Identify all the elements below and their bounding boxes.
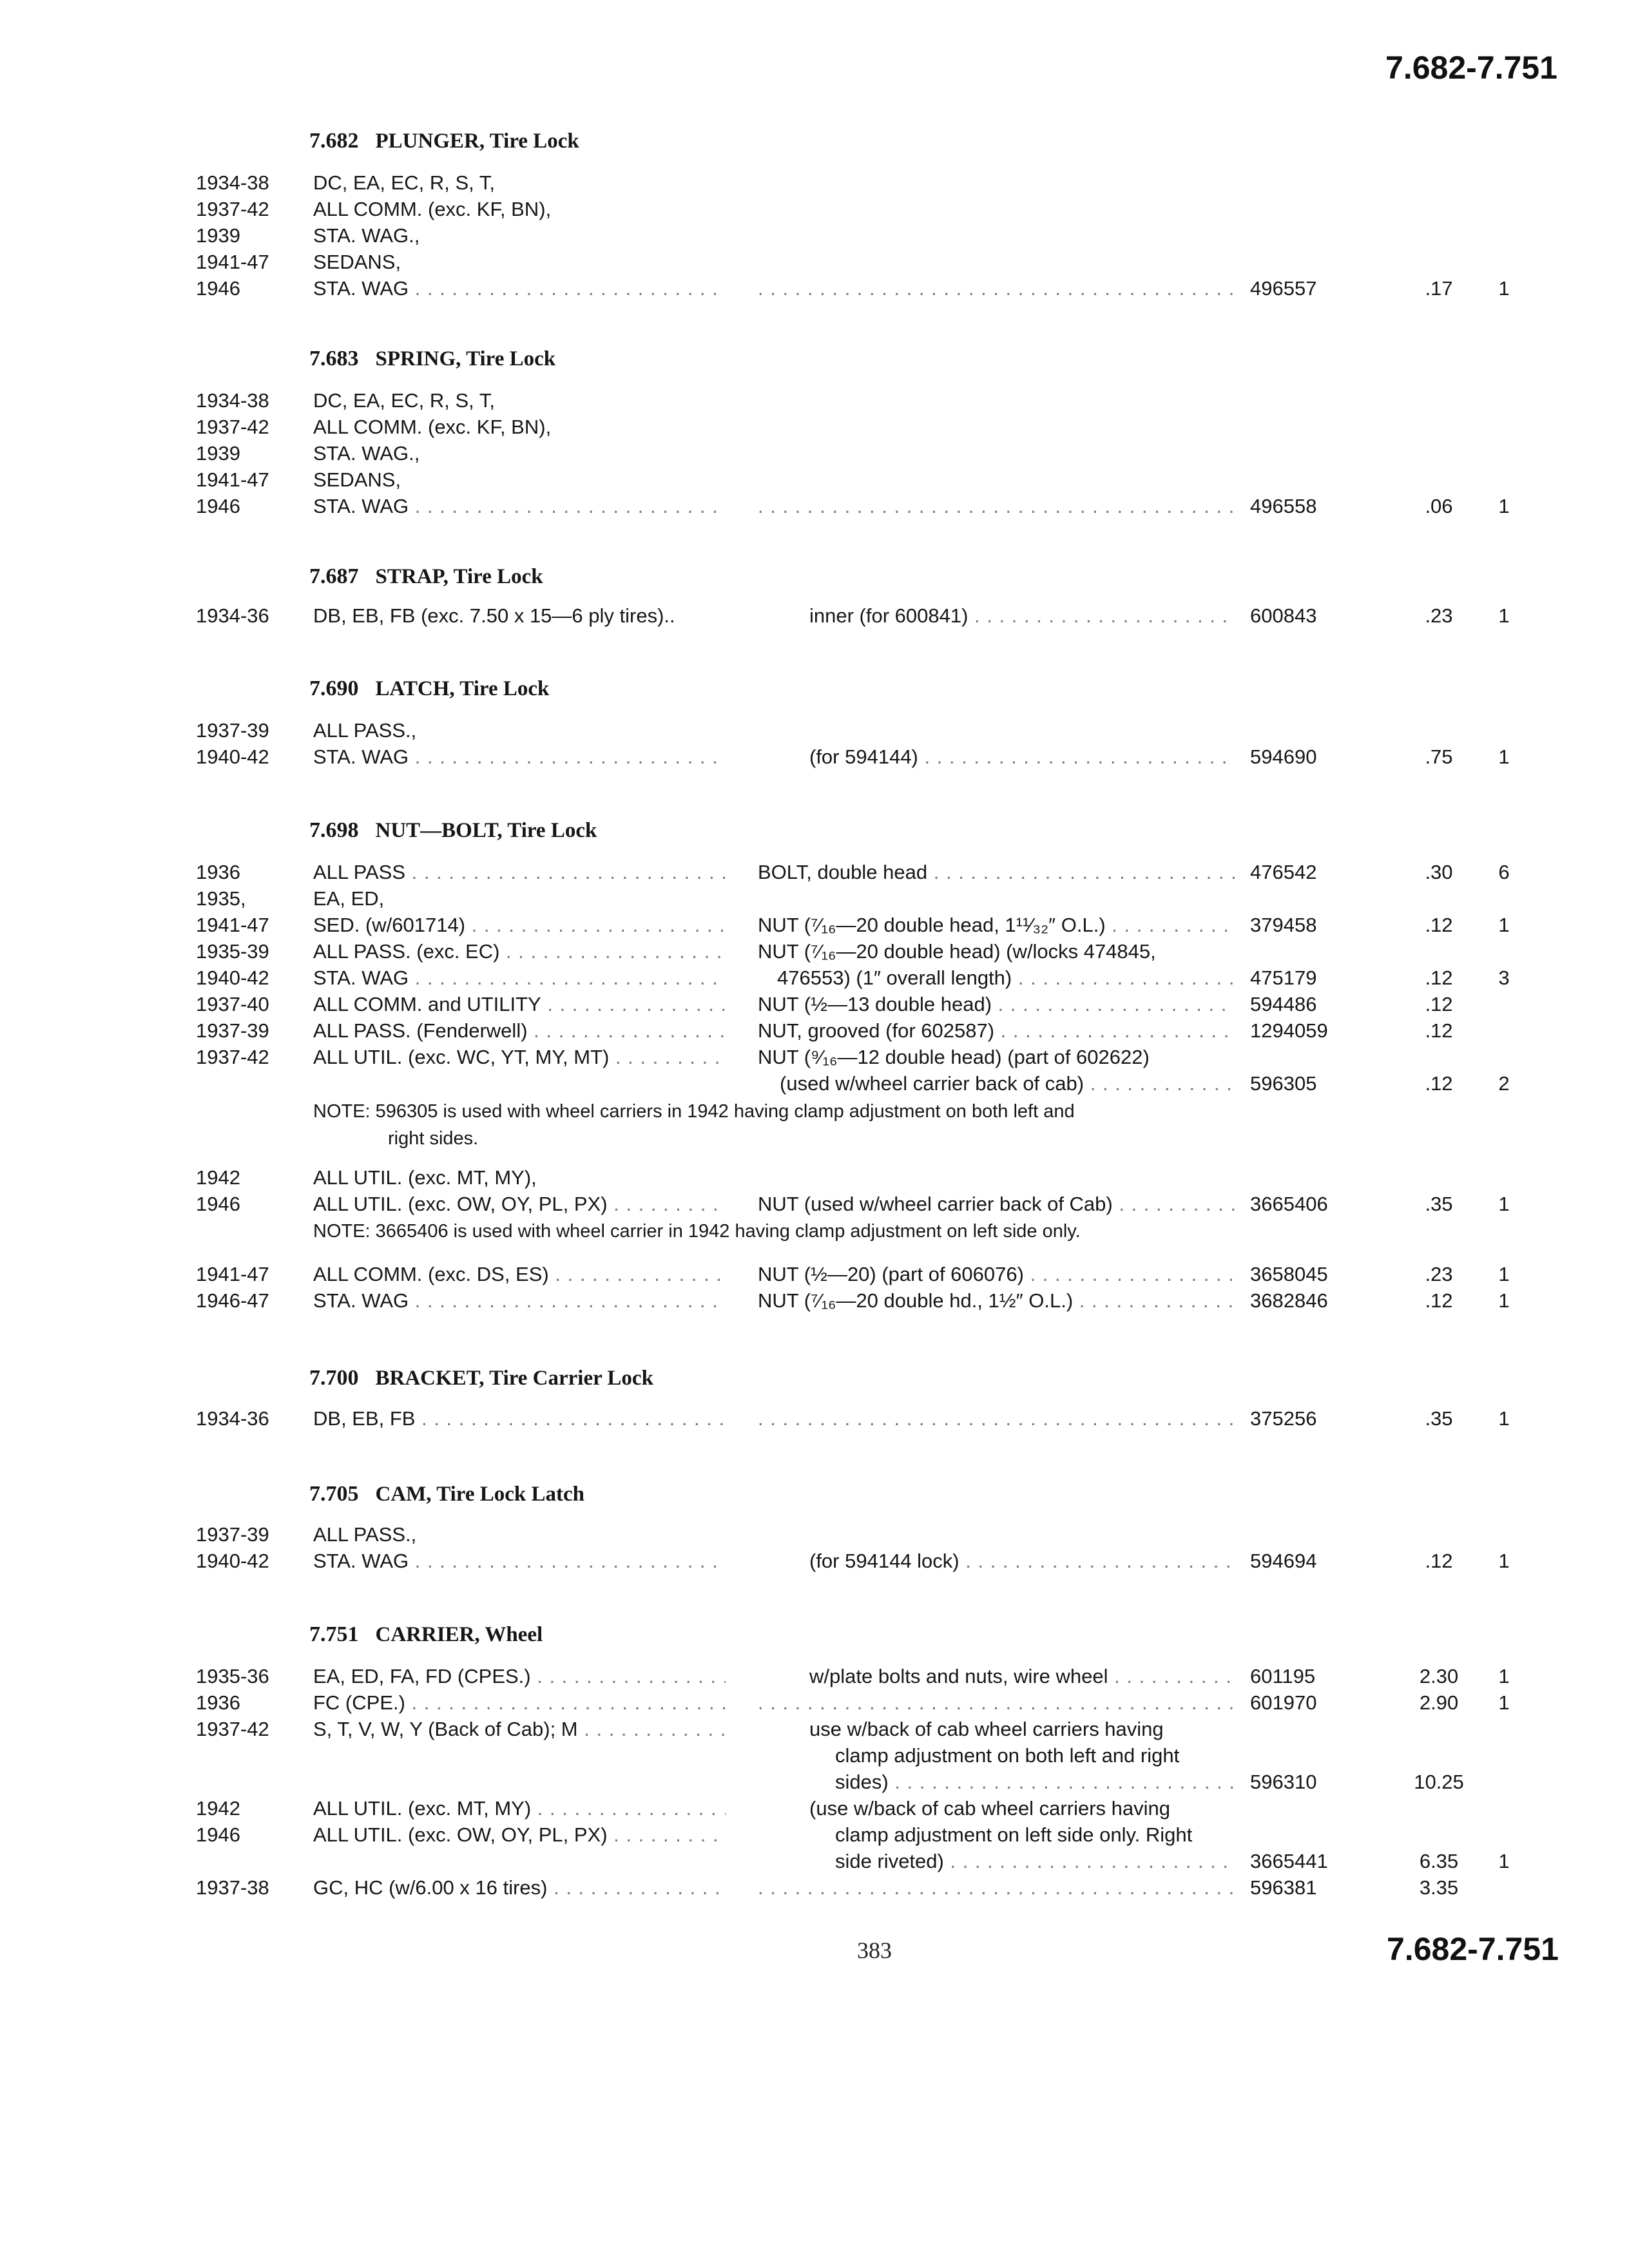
price: .35	[1425, 1193, 1453, 1215]
part-number: 475179	[1250, 966, 1317, 989]
model-cell: STA. WAG . . .	[313, 495, 726, 518]
table-row	[0, 1046, 1629, 1074]
model-cell: ALL PASS.,	[313, 719, 417, 742]
table-row	[0, 171, 1629, 200]
model-cell: ALL COMM. (exc. DS, ES) . . .	[313, 1263, 726, 1286]
price: .12	[1425, 914, 1453, 936]
year-cell: 1937-42	[196, 198, 269, 220]
section-number: 7.687	[309, 564, 359, 588]
year-cell: 1935-36	[196, 1665, 269, 1687]
quantity: 1	[1498, 745, 1510, 768]
table-row	[0, 198, 1629, 226]
table-row	[0, 1072, 1629, 1100]
year-cell: 1946	[196, 277, 240, 300]
model-cell: ALL PASS. (exc. EC) . . .	[313, 940, 726, 963]
quantity: 1	[1498, 1665, 1510, 1687]
model-cell: STA. WAG . . .	[313, 277, 726, 300]
quantity: 1	[1498, 914, 1510, 936]
price: .12	[1425, 1019, 1453, 1042]
section-number: 7.705	[309, 1482, 359, 1506]
part-number: 596310	[1250, 1771, 1317, 1793]
note	[313, 1098, 1241, 1152]
description-cell: (used w/wheel carrier back of cab) . . .	[780, 1072, 1235, 1095]
part-number: 1294059	[1250, 1019, 1328, 1042]
table-row	[0, 1166, 1629, 1195]
description-cell: NUT (used w/wheel carrier back of Cab) . . .	[758, 1193, 1235, 1216]
part-number: 476542	[1250, 861, 1317, 883]
year-cell: 1935,	[196, 887, 246, 910]
price: .12	[1425, 993, 1453, 1015]
model-cell: ALL PASS . . .	[313, 861, 726, 884]
year-cell: 1940-42	[196, 1550, 269, 1572]
year-cell: 1934-38	[196, 171, 269, 194]
year-cell: 1934-36	[196, 1407, 269, 1430]
table-row	[0, 1850, 1629, 1878]
part-number: 594486	[1250, 993, 1317, 1015]
description-cell: clamp adjustment on both left and right	[835, 1744, 1180, 1767]
model-cell: EA, ED, FA, FD (CPES.) . . .	[313, 1665, 726, 1688]
part-number: 596305	[1250, 1072, 1317, 1095]
year-cell: 1946-47	[196, 1289, 269, 1312]
section-number: 7.700	[309, 1366, 359, 1390]
part-number: 601195	[1250, 1665, 1316, 1687]
year-cell: 1941-47	[196, 1263, 269, 1285]
quantity: 1	[1498, 604, 1510, 627]
year-cell: 1936	[196, 861, 240, 883]
table-row	[0, 719, 1629, 747]
table-row	[0, 1263, 1629, 1291]
price: .35	[1425, 1407, 1453, 1430]
quantity: 1	[1498, 277, 1510, 300]
year-cell: 1946	[196, 1823, 240, 1846]
model-cell: ALL UTIL. (exc. MT, MY),	[313, 1166, 537, 1189]
table-row	[0, 1523, 1629, 1552]
leader-dots	[758, 1407, 1235, 1430]
model-cell: ALL UTIL. (exc. OW, OY, PL, PX) . . .	[313, 1823, 726, 1847]
table-row	[0, 745, 1629, 774]
part-number: 600843	[1250, 604, 1317, 627]
description-cell: (use w/back of cab wheel carriers having	[809, 1797, 1170, 1820]
description-cell: 476553) (1″ overall length) . . .	[758, 966, 1235, 990]
description-cell: NUT (⁷⁄₁₆—20 double head, 1¹¹⁄₃₂″ O.L.) . . .	[758, 914, 1235, 937]
page-code-header: 7.682-7.751	[1385, 50, 1557, 86]
note-line: NOTE: 596305 is used with wheel carriers in 1942 having clamp adjustment on both left and	[313, 1101, 1075, 1122]
model-cell: EA, ED,	[313, 887, 385, 910]
table-row	[0, 1744, 1629, 1773]
quantity: 6	[1498, 861, 1510, 883]
description-cell: BOLT, double head . . .	[758, 861, 1235, 884]
page-code-footer: 7.682-7.751	[1387, 1931, 1559, 1967]
section-title: SPRING, Tire Lock	[375, 347, 556, 370]
table-row	[0, 1718, 1629, 1746]
model-cell: ALL COMM. and UTILITY . . .	[313, 993, 726, 1016]
section-heading	[309, 1366, 653, 1390]
table-row	[0, 277, 1629, 305]
model-cell: SEDANS,	[313, 468, 401, 491]
quantity: 1	[1498, 1263, 1510, 1285]
description-cell: (for 594144 lock) . . .	[809, 1550, 1235, 1573]
year-cell: 1940-42	[196, 745, 269, 768]
description-cell: w/plate bolts and nuts, wire wheel . . .	[809, 1665, 1235, 1688]
part-number: 594690	[1250, 745, 1317, 768]
model-cell: GC, HC (w/6.00 x 16 tires) . . .	[313, 1876, 726, 1899]
year-cell: 1942	[196, 1166, 240, 1189]
price: 10.25	[1414, 1771, 1464, 1793]
quantity: 1	[1498, 1550, 1510, 1572]
table-row	[0, 1407, 1629, 1436]
leader-dots	[758, 1691, 1235, 1715]
model-cell: ALL COMM. (exc. KF, BN),	[313, 416, 552, 438]
part-number: 594694	[1250, 1550, 1317, 1572]
section-heading	[309, 818, 597, 843]
model-cell: DC, EA, EC, R, S, T,	[313, 389, 495, 412]
section-number: 7.682	[309, 129, 359, 153]
model-cell: ALL COMM. (exc. KF, BN),	[313, 198, 552, 220]
price: .75	[1425, 745, 1453, 768]
price: .30	[1425, 861, 1453, 883]
description-cell: NUT (½—13 double head) . . .	[758, 993, 1235, 1016]
quantity: 3	[1498, 966, 1510, 989]
table-row	[0, 442, 1629, 470]
model-cell: ALL UTIL. (exc. OW, OY, PL, PX) . . .	[313, 1193, 726, 1216]
table-row	[0, 940, 1629, 968]
year-cell: 1937-39	[196, 719, 269, 742]
note-line: right sides.	[388, 1128, 479, 1149]
year-cell: 1935-39	[196, 940, 269, 963]
description-cell: NUT (⁹⁄₁₆—12 double head) (part of 602622)	[758, 1046, 1150, 1068]
year-cell: 1937-38	[196, 1876, 269, 1899]
section-number: 7.690	[309, 677, 359, 700]
year-cell: 1940-42	[196, 966, 269, 989]
table-row	[0, 966, 1629, 995]
year-cell: 1934-36	[196, 604, 269, 627]
part-number: 596381	[1250, 1876, 1317, 1899]
model-cell: SEDANS,	[313, 251, 401, 273]
year-cell: 1941-47	[196, 251, 269, 273]
model-cell: STA. WAG.,	[313, 224, 420, 247]
section-number: 7.751	[309, 1622, 359, 1646]
year-cell: 1942	[196, 1797, 240, 1820]
note	[313, 1218, 1241, 1245]
description-cell: use w/back of cab wheel carriers having	[809, 1718, 1164, 1740]
quantity: 1	[1498, 1289, 1510, 1312]
year-cell: 1941-47	[196, 914, 269, 936]
model-cell: DB, EB, FB . . .	[313, 1407, 726, 1430]
section-heading	[309, 564, 543, 589]
part-number: 496558	[1250, 495, 1317, 517]
model-cell: DC, EA, EC, R, S, T,	[313, 171, 495, 194]
table-row	[0, 389, 1629, 418]
table-row	[0, 224, 1629, 253]
model-cell: STA. WAG . . .	[313, 1289, 726, 1312]
model-cell: STA. WAG . . .	[313, 1550, 726, 1573]
year-cell: 1937-39	[196, 1019, 269, 1042]
table-row	[0, 1193, 1629, 1221]
table-row	[0, 468, 1629, 497]
model-cell: ALL UTIL. (exc. WC, YT, MY, MT) . . .	[313, 1046, 726, 1069]
quantity: 2	[1498, 1072, 1510, 1095]
year-cell: 1934-38	[196, 389, 269, 412]
year-cell: 1937-42	[196, 1718, 269, 1740]
section-title: CARRIER, Wheel	[375, 1623, 543, 1646]
model-cell: FC (CPE.) . . .	[313, 1691, 726, 1715]
page-number: 383	[857, 1937, 892, 1963]
table-row	[0, 1691, 1629, 1720]
model-cell: STA. WAG . . .	[313, 966, 726, 990]
price: .12	[1425, 1072, 1453, 1095]
part-number: 379458	[1250, 914, 1317, 936]
quantity: 1	[1498, 495, 1510, 517]
table-row	[0, 251, 1629, 279]
note-line: NOTE: 3665406 is used with wheel carrier in 1942 having clamp adjustment on left side only.	[313, 1221, 1081, 1242]
section-title: LATCH, Tire Lock	[375, 677, 550, 700]
model-cell: ALL UTIL. (exc. MT, MY) . . .	[313, 1797, 726, 1820]
year-cell: 1939	[196, 442, 240, 465]
section-title: PLUNGER, Tire Lock	[375, 130, 579, 153]
quantity: 1	[1498, 1407, 1510, 1430]
section-heading	[309, 129, 579, 153]
model-cell: STA. WAG.,	[313, 442, 420, 465]
leader-dots	[758, 495, 1235, 518]
section-heading	[309, 677, 549, 701]
section-heading	[309, 1482, 584, 1506]
table-row	[0, 887, 1629, 916]
model-cell: S, T, V, W, Y (Back of Cab); M . . .	[313, 1718, 726, 1741]
table-row	[0, 1665, 1629, 1693]
description-cell: inner (for 600841) . . .	[784, 604, 1235, 628]
year-cell: 1936	[196, 1691, 240, 1714]
year-cell: 1939	[196, 224, 240, 247]
table-row	[0, 861, 1629, 889]
description-cell: sides) . . .	[835, 1771, 1235, 1794]
model-cell: ALL PASS.,	[313, 1523, 417, 1546]
price: .23	[1425, 604, 1453, 627]
year-cell: 1937-42	[196, 1046, 269, 1068]
part-number: 601970	[1250, 1691, 1317, 1714]
part-number: 3665441	[1250, 1850, 1328, 1872]
description-cell: NUT, grooved (for 602587) . . .	[758, 1019, 1235, 1043]
part-number: 3682846	[1250, 1289, 1328, 1312]
quantity: 1	[1498, 1850, 1510, 1872]
price: .17	[1425, 277, 1453, 300]
year-cell: 1941-47	[196, 468, 269, 491]
price: 2.90	[1419, 1691, 1459, 1714]
table-row	[0, 1550, 1629, 1578]
model-cell: ALL PASS. (Fenderwell) . . .	[313, 1019, 726, 1043]
table-row	[0, 495, 1629, 523]
section-title: STRAP, Tire Lock	[375, 565, 543, 588]
table-row	[0, 604, 1629, 633]
price: .12	[1425, 1289, 1453, 1312]
model-cell: STA. WAG . . .	[313, 745, 726, 769]
quantity: 1	[1498, 1691, 1510, 1714]
quantity: 1	[1498, 1193, 1510, 1215]
model-cell: DB, EB, FB (exc. 7.50 x 15—6 ply tires)..	[313, 604, 675, 627]
table-row	[0, 1876, 1629, 1905]
table-row	[0, 1797, 1629, 1825]
section-title: BRACKET, Tire Carrier Lock	[375, 1367, 653, 1390]
section-title: NUT—BOLT, Tire Lock	[375, 819, 597, 842]
description-cell: clamp adjustment on left side only. Right	[835, 1823, 1193, 1846]
table-row	[0, 1289, 1629, 1318]
part-number: 3658045	[1250, 1263, 1328, 1285]
description-cell: NUT (½—20) (part of 606076) . . .	[758, 1263, 1235, 1286]
section-number: 7.698	[309, 818, 359, 842]
part-number: 375256	[1250, 1407, 1317, 1430]
leader-dots	[758, 1876, 1235, 1899]
year-cell: 1937-39	[196, 1523, 269, 1546]
model-cell: SED. (w/601714) . . .	[313, 914, 726, 937]
price: .12	[1425, 966, 1453, 989]
year-cell: 1937-42	[196, 416, 269, 438]
section-number: 7.683	[309, 347, 359, 370]
price: 2.30	[1419, 1665, 1459, 1687]
table-row	[0, 993, 1629, 1021]
section-title: CAM, Tire Lock Latch	[375, 1483, 585, 1506]
description-cell: (for 594144) . . .	[809, 745, 1235, 769]
leader-dots	[758, 277, 1235, 300]
table-row	[0, 1771, 1629, 1799]
section-heading	[309, 347, 555, 371]
description-cell: NUT (⁷⁄₁₆—20 double hd., 1½″ O.L.) . . .	[758, 1289, 1235, 1312]
part-number: 496557	[1250, 277, 1317, 300]
price: .23	[1425, 1263, 1453, 1285]
description-cell: NUT (⁷⁄₁₆—20 double head) (w/locks 474845,	[758, 940, 1156, 963]
table-row	[0, 416, 1629, 444]
year-cell: 1937-40	[196, 993, 269, 1015]
price: 3.35	[1419, 1876, 1459, 1899]
description-cell: side riveted) . . .	[835, 1850, 1235, 1873]
section-heading	[309, 1622, 543, 1647]
table-row	[0, 1823, 1629, 1852]
part-number: 3665406	[1250, 1193, 1328, 1215]
year-cell: 1946	[196, 495, 240, 517]
table-row	[0, 1019, 1629, 1048]
price: 6.35	[1419, 1850, 1459, 1872]
table-row	[0, 914, 1629, 942]
price: .06	[1425, 495, 1453, 517]
year-cell: 1946	[196, 1193, 240, 1215]
price: .12	[1425, 1550, 1453, 1572]
